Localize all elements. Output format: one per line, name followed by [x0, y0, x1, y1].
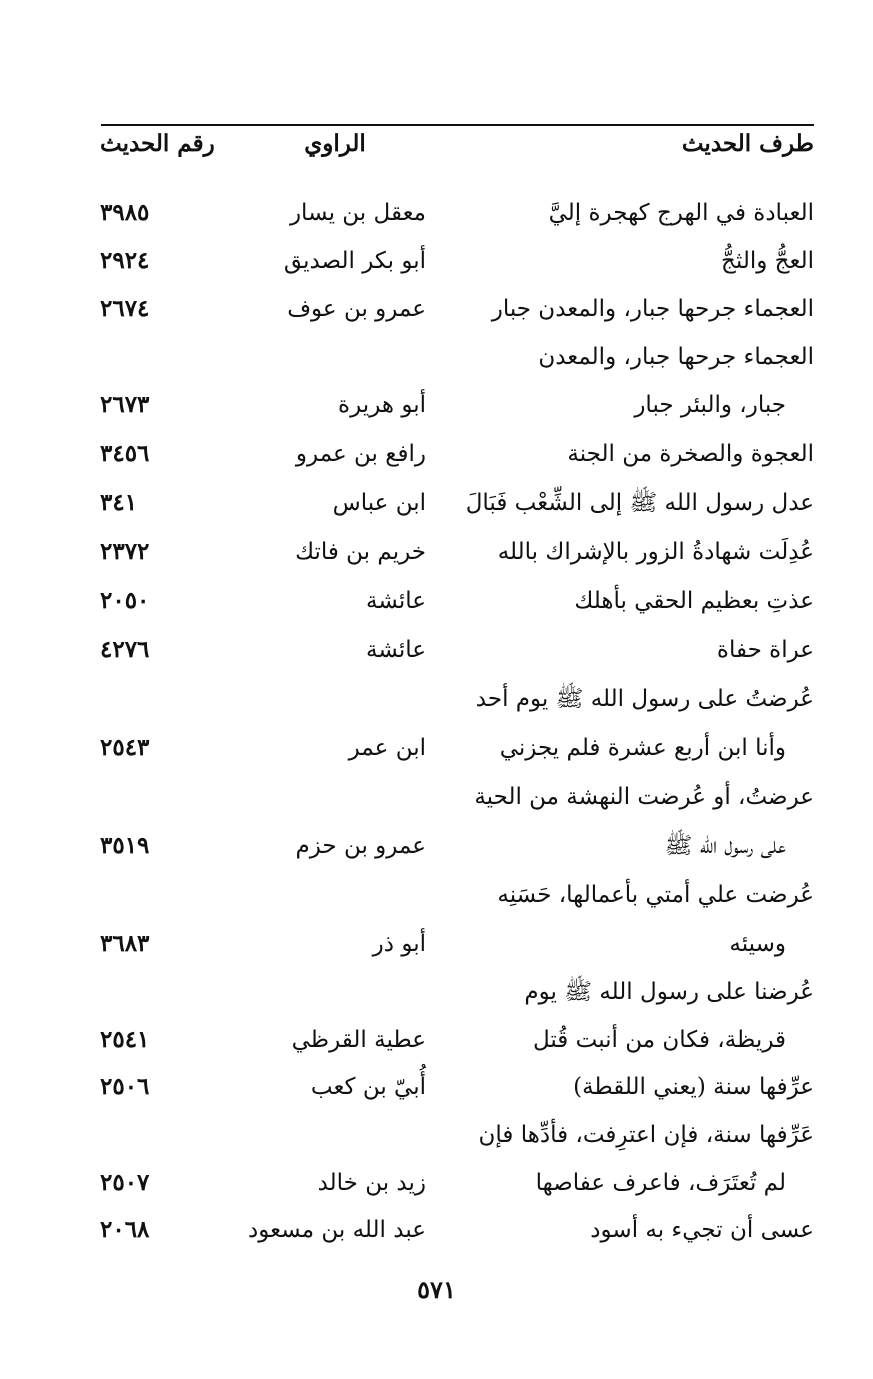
hadith-text: عُدِلَت شهادةُ الزور بالإشراك بالله — [497, 539, 814, 565]
hadith-text: على رسول الله ﷺ — [664, 833, 786, 859]
table-row — [0, 872, 873, 918]
hadith-number: ٤٢٧٦ — [100, 636, 150, 663]
header-hadith: طرف الحديث — [681, 130, 814, 157]
hadith-text: عراة حفاة — [716, 637, 814, 663]
table-row — [0, 1207, 873, 1253]
table-row — [0, 382, 873, 428]
hadith-text: وأنا ابن أربع عشرة فلم يجزني — [499, 735, 786, 761]
narrator: ابن عمر — [348, 735, 426, 761]
hadith-number: ٢٣٧٢ — [100, 538, 150, 565]
hadith-text: عَرِّفها سنة، فإن اعترِفت، فأدِّها فإن — [478, 1122, 814, 1148]
table-row — [0, 921, 873, 967]
narrator: خريم بن فاتك — [295, 539, 426, 565]
narrator: عمرو بن عوف — [287, 296, 426, 322]
table-row — [0, 725, 873, 771]
hadith-number: ٢٥٠٦ — [100, 1073, 150, 1100]
hadith-text: عسى أن تجيء به أسود — [590, 1217, 814, 1243]
hadith-number: ٣٤١ — [100, 489, 138, 516]
table-row — [0, 969, 873, 1015]
hadith-number: ٢٠٦٨ — [100, 1216, 150, 1243]
hadith-text: لم تُعتَرَف، فاعرف عفاصها — [535, 1170, 786, 1196]
page-number: ٥٧١ — [417, 1275, 456, 1304]
hadith-number: ٣٤٥٦ — [100, 440, 150, 467]
hadith-number: ٢٩٢٤ — [100, 247, 150, 274]
hadith-text: عرِّفها سنة (يعني اللقطة) — [573, 1074, 814, 1100]
hadith-number: ٢٥٤٣ — [100, 734, 150, 761]
table-row — [0, 190, 873, 236]
narrator: رافع بن عمرو — [295, 441, 426, 467]
header-number: رقم الحديث — [100, 130, 215, 157]
hadith-number: ٢٦٧٣ — [100, 391, 150, 418]
narrator: أُبيّ بن كعب — [310, 1074, 426, 1100]
table-row — [0, 286, 873, 332]
table-row — [0, 627, 873, 673]
hadith-text: عرضتُ، أو عُرضت النهشة من الحية — [474, 784, 814, 810]
narrator: عمرو بن حزم — [295, 833, 426, 859]
table-row — [0, 238, 873, 284]
narrator: أبو بكر الصديق — [283, 248, 426, 274]
narrator: عائشة — [366, 637, 426, 663]
header-narrator: الراوي — [304, 130, 366, 157]
hadith-number: ٢٥٠٧ — [100, 1169, 150, 1196]
table-row — [0, 529, 873, 575]
hadith-text: العجُّ والثجُّ — [721, 248, 814, 274]
hadith-number: ٢٥٤١ — [100, 1026, 150, 1053]
table-row — [0, 676, 873, 722]
table-row — [0, 823, 873, 869]
narrator: أبو ذر — [372, 931, 426, 957]
hadith-number: ٣٥١٩ — [100, 832, 150, 859]
narrator: عطية القرظي — [291, 1027, 426, 1053]
narrator: أبو هريرة — [338, 392, 426, 418]
hadith-text: العجماء جرحها جبار، والمعدن جبار — [491, 296, 814, 322]
hadith-text: عُرضت علي أمتي بأعمالها، حَسَنِه — [497, 882, 814, 908]
hadith-number: ٢٠٥٠ — [100, 587, 150, 614]
table-row — [0, 774, 873, 820]
narrator: زيد بن خالد — [317, 1170, 426, 1196]
hadith-text: قريظة، فكان من أنبت قُتل — [532, 1027, 786, 1053]
hadith-number: ٣٩٨٥ — [100, 199, 150, 226]
table-row — [0, 1160, 873, 1206]
table-row — [0, 334, 873, 380]
narrator: عبد الله بن مسعود — [248, 1217, 426, 1243]
hadith-number: ٣٦٨٣ — [100, 930, 150, 957]
hadith-text: عُرضنا على رسول الله ﷺ يوم — [524, 979, 814, 1005]
hadith-text: العجماء جرحها جبار، والمعدن — [538, 344, 814, 370]
narrator: معقل بن يسار — [289, 200, 426, 226]
header-rule — [101, 124, 814, 126]
hadith-text: جبار، والبئر جبار — [634, 392, 786, 418]
table-row — [0, 578, 873, 624]
hadith-number: ٢٦٧٤ — [100, 295, 150, 322]
narrator: عائشة — [366, 588, 426, 614]
table-row — [0, 1064, 873, 1110]
table-row — [0, 1017, 873, 1063]
hadith-text: عُرضتُ على رسول الله ﷺ يوم أحد — [475, 686, 814, 712]
hadith-text: العبادة في الهرج كهجرة إليَّ — [548, 200, 814, 226]
hadith-text: عدل رسول الله ﷺ إلى الشِّعْب فَبَالَ — [465, 490, 814, 516]
table-row — [0, 480, 873, 526]
hadith-text: العجوة والصخرة من الجنة — [567, 441, 814, 467]
hadith-text: عذتِ بعظيم الحقي بأهلك — [574, 588, 814, 614]
table-row — [0, 431, 873, 477]
narrator: ابن عباس — [332, 490, 426, 516]
hadith-text: وسيئه — [729, 931, 786, 957]
table-row — [0, 1112, 873, 1158]
